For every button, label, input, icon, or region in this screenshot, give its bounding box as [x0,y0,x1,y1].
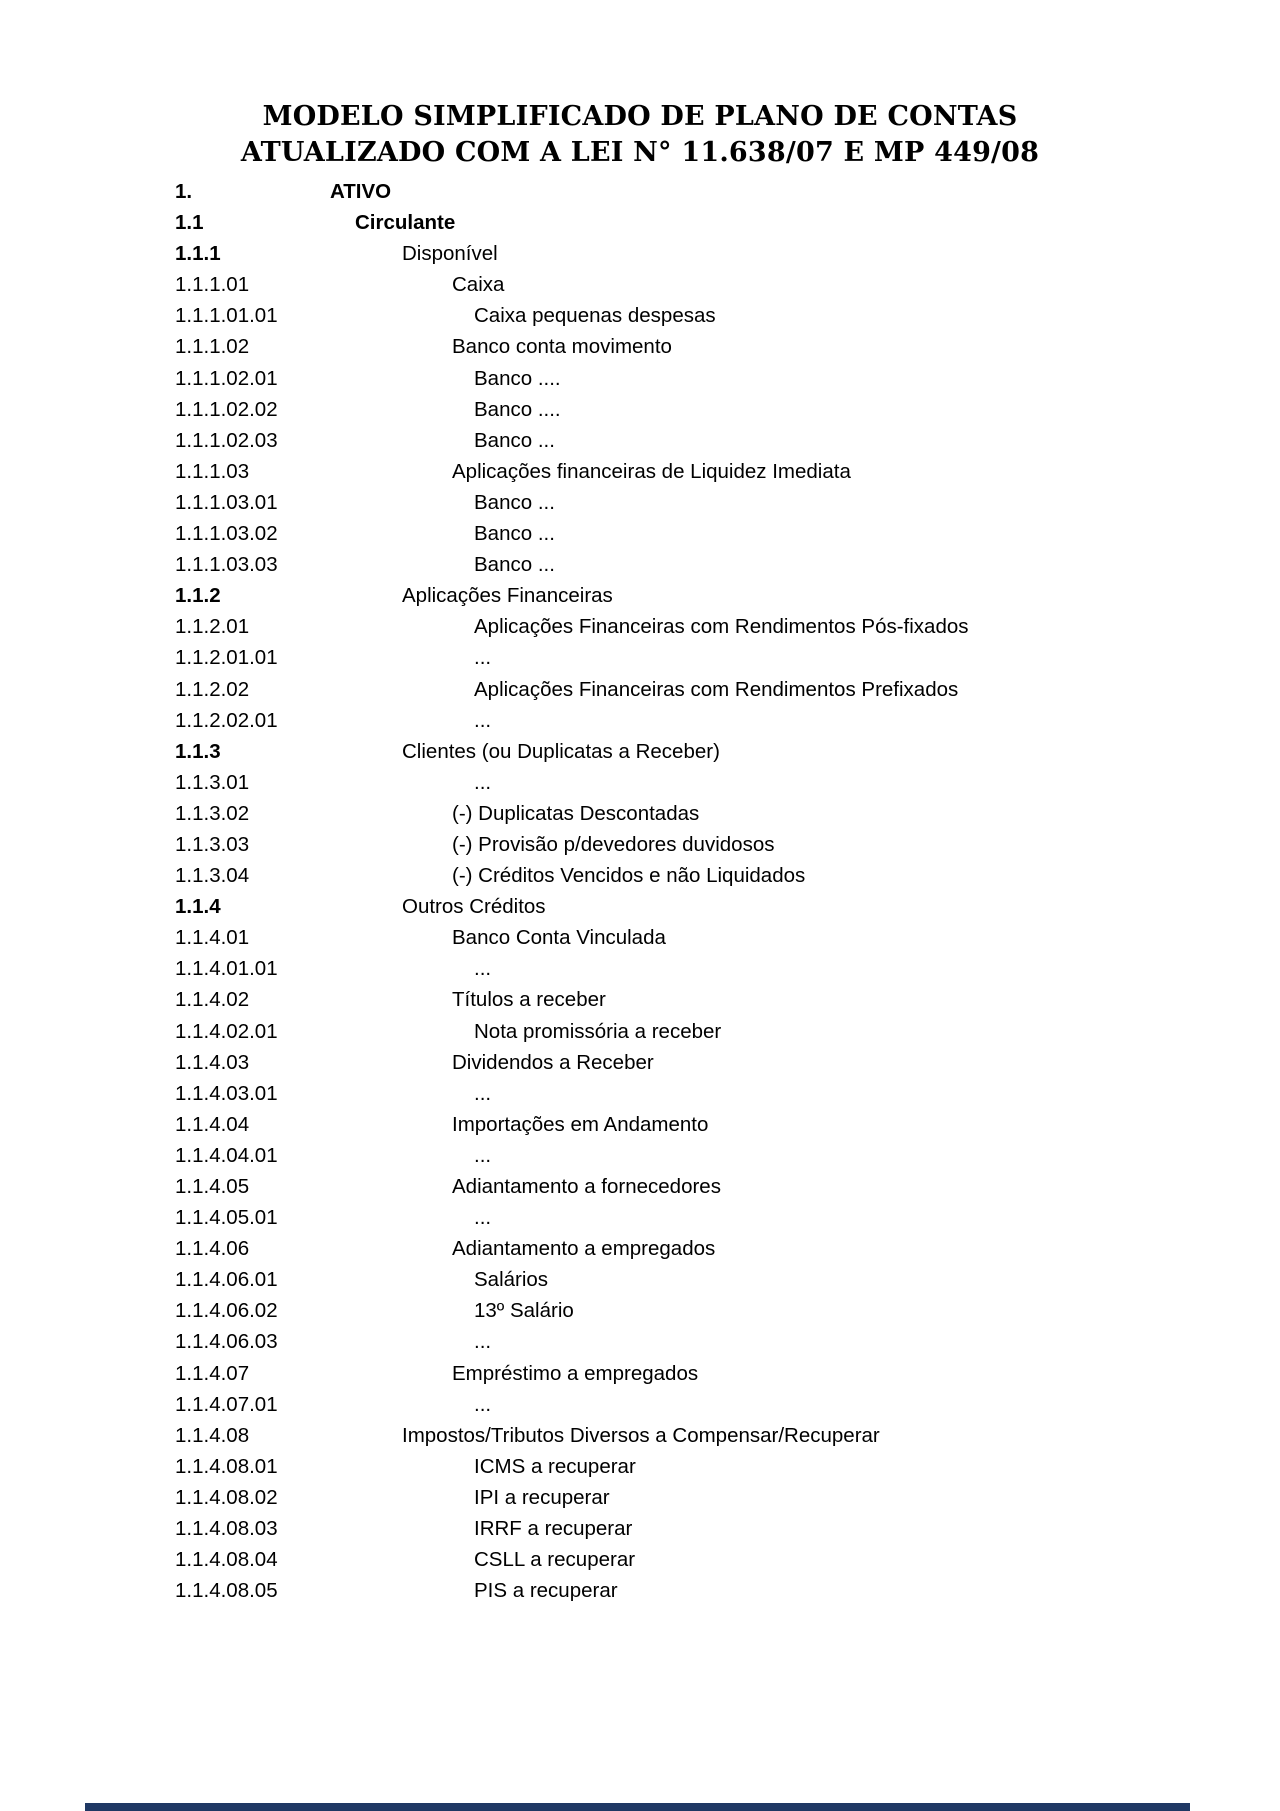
account-code: 1.1.3.02 [175,801,250,825]
account-row [0,518,1280,549]
account-label: Títulos a receber [452,988,606,1012]
account-code: 1.1.3.01 [175,770,250,794]
account-row [0,394,1280,425]
account-label: Adiantamento a fornecedores [452,1175,721,1198]
account-label: Dividendos a Receber [452,1050,654,1074]
account-code: 1. [175,180,193,203]
account-row [0,953,1280,984]
account-row [0,363,1280,394]
account-label: Disponível [402,242,498,266]
account-row [0,1482,1280,1513]
account-row [0,705,1280,736]
account-row [0,1358,1280,1389]
account-code: 1.1.4.08.04 [175,1548,278,1572]
account-code: 1.1.4.02.01 [175,1019,278,1043]
account-row [0,269,1280,300]
account-label: IRRF a recuperar [474,1517,633,1541]
account-label: Banco ... [474,522,555,546]
account-row [0,984,1280,1015]
account-label: Banco Conta Vinculada [452,926,666,950]
account-code: 1.1.4.03.01 [175,1081,278,1105]
account-label: Importações em Andamento [452,1112,709,1136]
account-label: Aplicações Financeiras [402,584,613,608]
account-label: ... [474,1392,492,1416]
account-row [0,300,1280,331]
account-code: 1.1.3.04 [175,864,250,888]
account-code: 1.1.2.01.01 [175,646,278,670]
account-code: 1.1.4.04 [175,1112,250,1136]
account-label: Outros Créditos [402,895,546,919]
account-row [0,1575,1280,1606]
accounts-list [0,176,1280,1606]
account-code: 1.1.1.03.02 [175,522,278,546]
account-row [0,674,1280,705]
account-row [0,1202,1280,1233]
account-row [0,1295,1280,1326]
account-code: 1.1.4.06.01 [175,1268,278,1292]
account-row [0,798,1280,829]
account-code: 1.1.4 [175,895,221,919]
next-section-bar [85,1803,1190,1811]
account-code: 1.1.4.08 [175,1423,250,1447]
account-label: 13º Salário [474,1299,574,1323]
account-code: 1.1.4.01.01 [175,957,278,981]
account-row [0,1389,1280,1420]
account-label: Banco .... [474,397,561,421]
account-row [0,642,1280,673]
account-label: (-) Créditos Vencidos e não Liquidados [452,864,806,888]
account-label: Banco .... [474,366,561,390]
account-label: Aplicações financeiras de Liquidez Imediata [452,459,851,483]
account-label: ... [474,646,492,670]
account-row [0,176,1280,207]
account-row [0,1513,1280,1544]
account-row [0,1233,1280,1264]
account-row [0,1451,1280,1482]
account-label: Aplicações Financeiras com Rendimentos Prefixados [474,677,959,701]
account-label: ... [474,1081,492,1105]
document-title [0,99,1280,171]
account-row [0,611,1280,642]
account-code: 1.1.4.04.01 [175,1143,278,1167]
account-label: Banco ... [474,553,555,577]
account-row [0,456,1280,487]
account-label: ... [474,1206,492,1230]
account-code: 1.1.2.02.01 [175,708,278,732]
account-label: ... [474,957,492,981]
account-label: Banco ... [474,428,555,452]
account-row [0,1109,1280,1140]
account-code: 1.1.4.06.03 [175,1330,278,1354]
account-row [0,207,1280,238]
account-row [0,1078,1280,1109]
account-row [0,1016,1280,1047]
account-code: 1.1.1.03.03 [175,553,278,577]
account-label: ATIVO [330,180,392,203]
account-row [0,1047,1280,1078]
account-code: 1.1.3.03 [175,832,250,856]
account-label: Nota promissória a receber [474,1019,722,1043]
account-label: ICMS a recuperar [474,1454,636,1478]
account-row [0,767,1280,798]
account-row [0,425,1280,456]
account-code: 1.1.1.02 [175,335,250,359]
account-label: ... [474,1330,492,1354]
account-row [0,549,1280,580]
account-label: Caixa [452,273,505,297]
account-code: 1.1.4.08.03 [175,1517,278,1541]
account-row [0,860,1280,891]
account-label: ... [474,708,492,732]
account-row [0,1544,1280,1575]
account-code: 1.1.4.08.05 [175,1579,278,1603]
account-code: 1.1.4.07.01 [175,1392,278,1416]
account-code: 1.1.2.02 [175,677,250,701]
account-row [0,891,1280,922]
account-code: 1.1.1.01 [175,273,250,297]
account-row [0,829,1280,860]
account-label: Impostos/Tributos Diversos a Compensar/Recuperar [402,1423,880,1447]
account-row [0,331,1280,362]
account-code: 1.1.4.01 [175,926,250,950]
account-label: Empréstimo a empregados [452,1361,699,1385]
account-label: Circulante [355,211,456,235]
account-row [0,1171,1280,1202]
account-code: 1.1.1.03.01 [175,490,278,514]
account-row [0,922,1280,953]
account-label: CSLL a recuperar [474,1548,636,1572]
account-code: 1.1.1 [175,242,221,266]
account-code: 1.1.4.03 [175,1050,250,1074]
account-label: IPI a recuperar [474,1485,610,1509]
account-code: 1.1.1.03 [175,459,250,483]
account-code: 1.1.4.05.01 [175,1206,278,1230]
account-label: Clientes (ou Duplicatas a Receber) [402,739,720,763]
account-code: 1.1.1.01.01 [175,304,278,328]
account-label: ... [474,1143,492,1167]
account-code: 1.1.4.05 [175,1175,250,1198]
account-row [0,1326,1280,1357]
account-code: 1.1.4.08.01 [175,1454,278,1478]
account-code: 1.1.1.02.03 [175,428,278,452]
account-row [0,1420,1280,1451]
account-code: 1.1.4.02 [175,988,250,1012]
account-code: 1.1.4.07 [175,1361,250,1385]
account-label: (-) Duplicatas Descontadas [452,801,700,825]
account-code: 1.1.2 [175,584,221,608]
account-code: 1.1.2.01 [175,615,250,639]
account-row [0,1264,1280,1295]
account-code: 1.1.4.06 [175,1237,250,1261]
account-code: 1.1 [175,211,204,235]
account-row [0,580,1280,611]
account-label: Caixa pequenas despesas [474,304,716,328]
account-label: Aplicações Financeiras com Rendimentos Pós-fixados [474,615,969,639]
account-row [0,736,1280,767]
account-label: ... [474,770,492,794]
account-code: 1.1.4.06.02 [175,1299,278,1323]
account-row [0,487,1280,518]
document-title-line1: MODELO SIMPLIFICADO DE PLANO DE CONTAS [262,101,1018,132]
account-code: 1.1.1.02.01 [175,366,278,390]
account-label: PIS a recuperar [474,1579,618,1603]
account-label: Banco conta movimento [452,335,672,359]
account-code: 1.1.3 [175,739,221,763]
document-title-line2: ATUALIZADO COM A LEI N° 11.638/07 E MP 449/08 [240,137,1040,168]
account-label: Adiantamento a empregados [452,1237,716,1261]
account-row [0,238,1280,269]
account-code: 1.1.1.02.02 [175,397,278,421]
account-label: Salários [474,1268,549,1292]
account-row [0,1140,1280,1171]
account-label: (-) Provisão p/devedores duvidosos [452,832,775,856]
account-label: Banco ... [474,490,555,514]
account-code: 1.1.4.08.02 [175,1485,278,1509]
